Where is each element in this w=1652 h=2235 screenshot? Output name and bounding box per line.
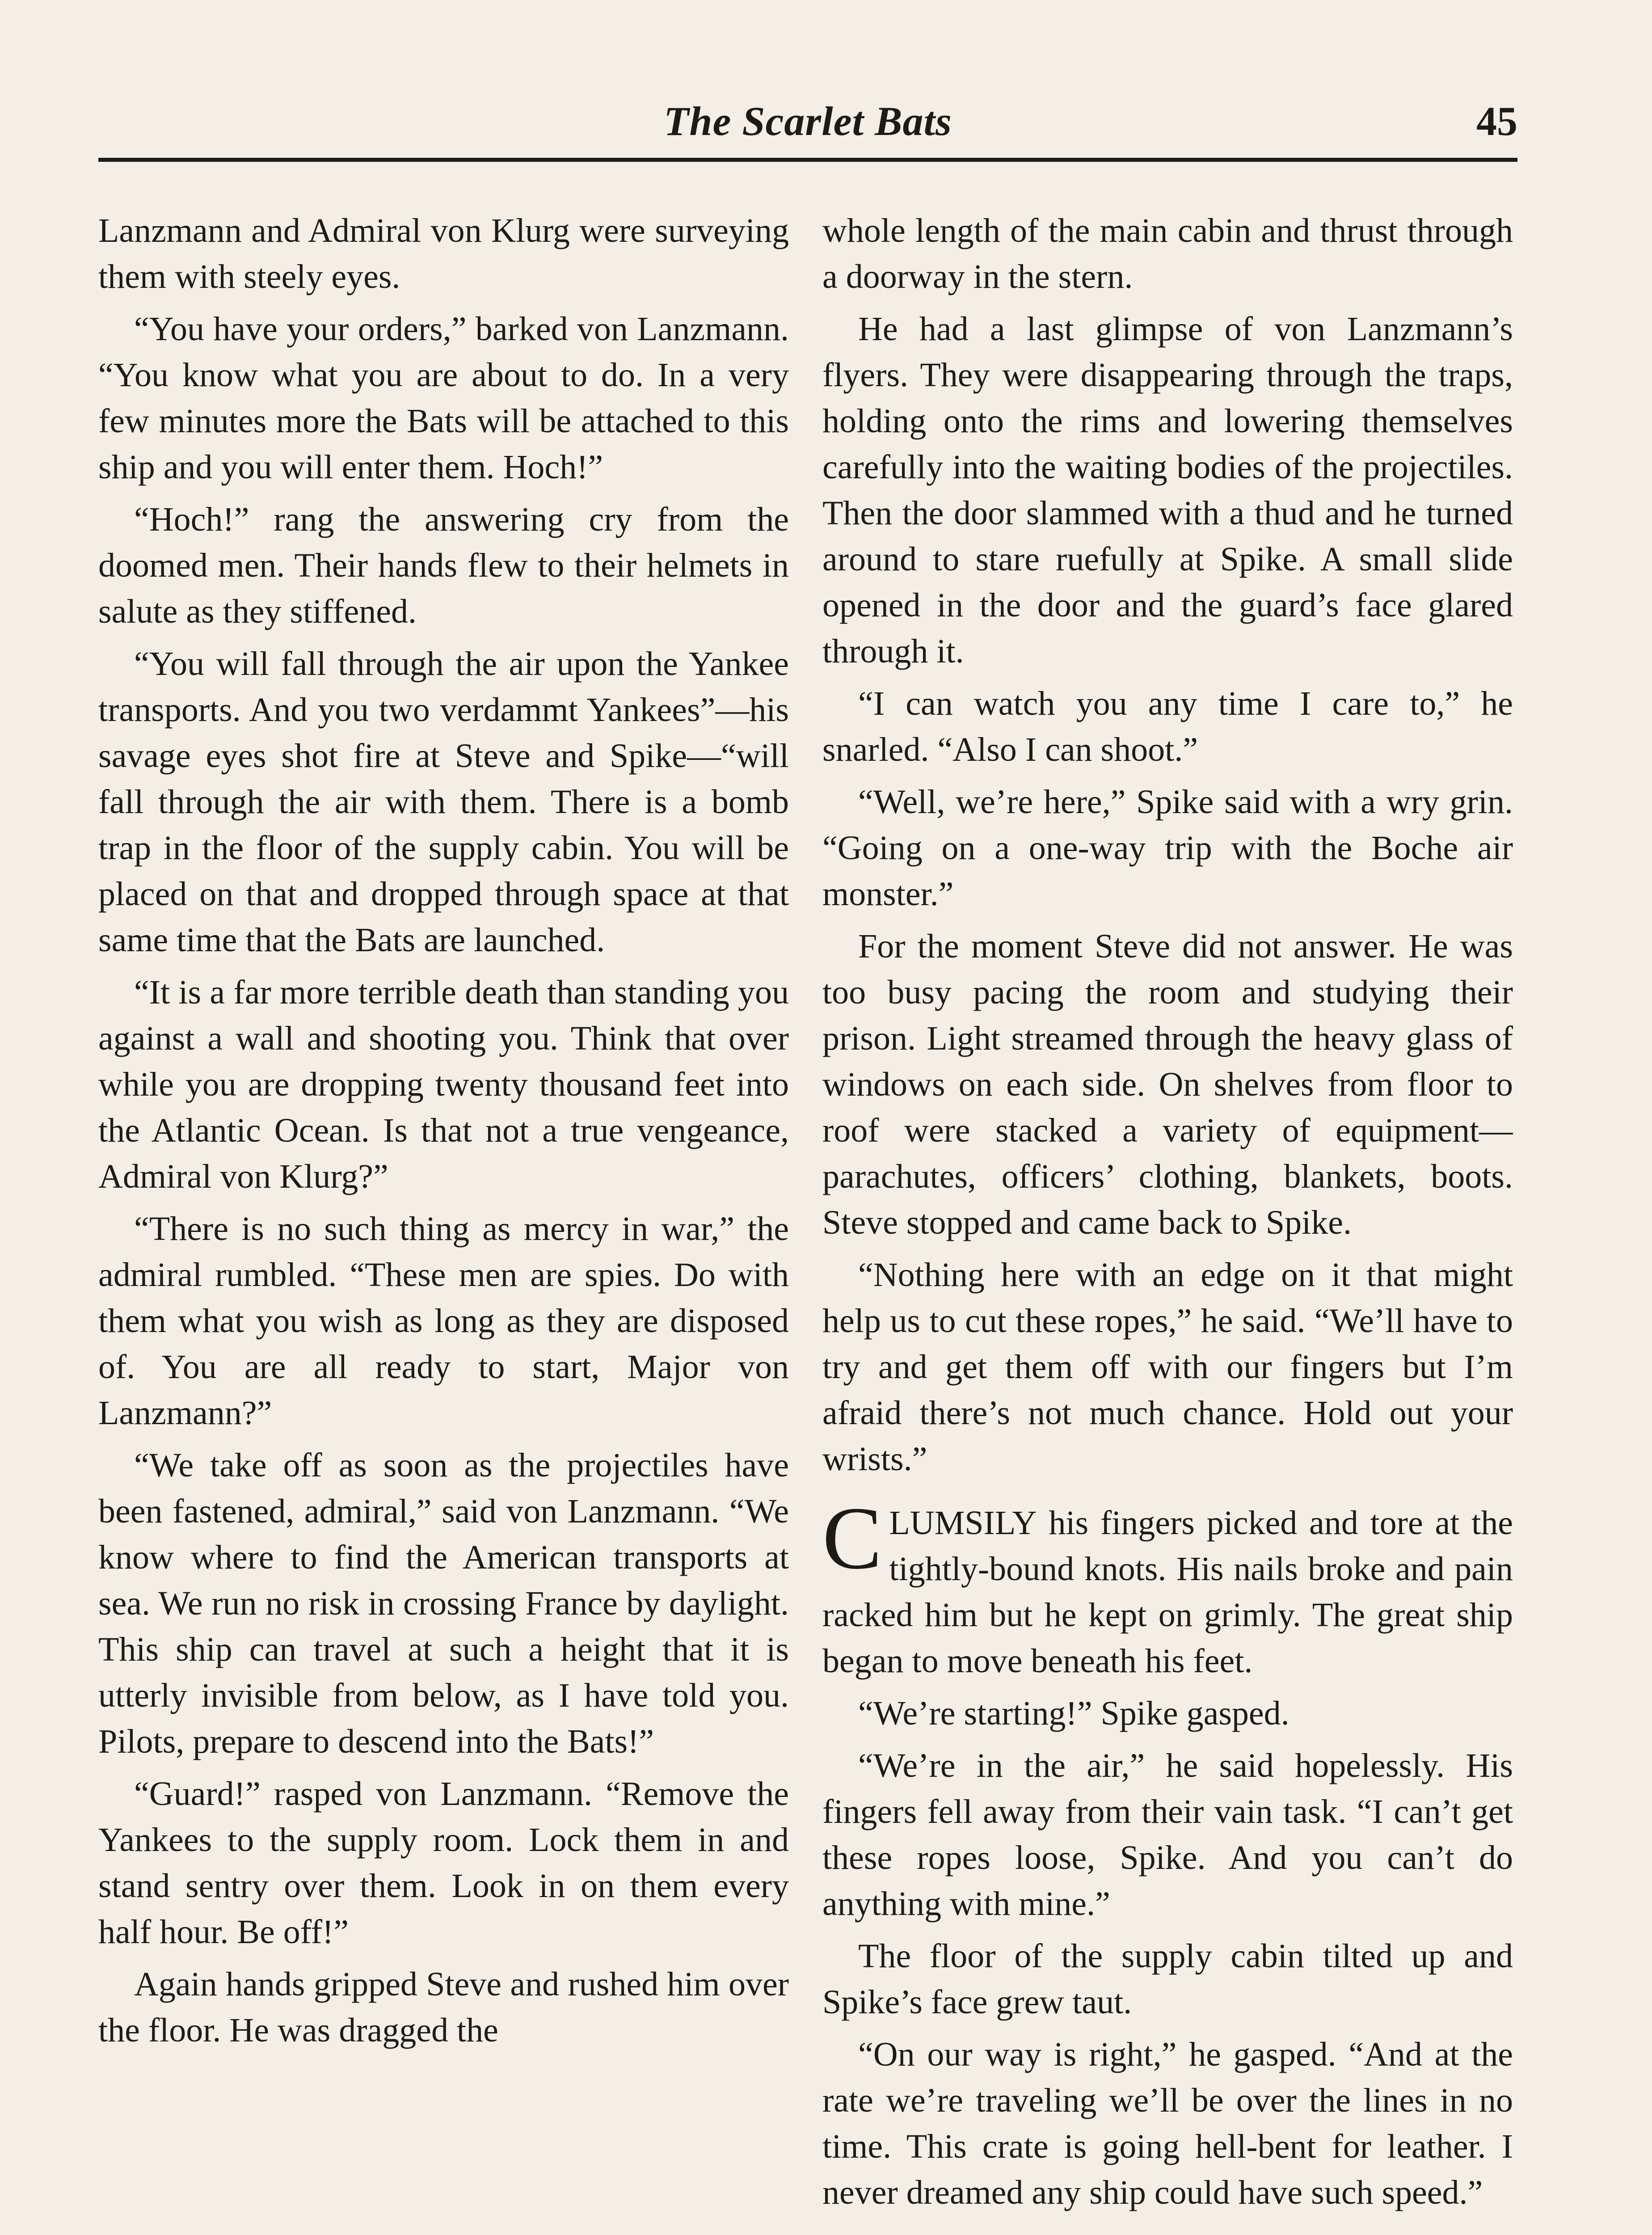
paragraph: “Hoch!” rang the answering cry from the doomed men. Their hands flew to their helmets in salute as they stiffened.: [98, 501, 789, 630]
paragraph: The floor of the supply cabin tilted up and Spike’s face grew taut.: [822, 1937, 1513, 2021]
paragraph: “Well, we’re here,” Spike said with a wry grin. “Going on a one-way trip with the Boche air monster.”: [822, 783, 1513, 913]
running-title: The Scarlet Bats: [664, 98, 952, 144]
paragraph: “Guard!” rasped von Lanzmann. “Remove the Yankees to the supply room. Lock them in and stand sentry over them. Look in on them every half hour. Be off!”: [98, 1775, 789, 1951]
paragraph: “We take off as soon as the projectiles have been fastened, admiral,” said von Lanzmann. “We know where to find the American transports at sea. We run no risk in crossing France by daylight. This ship can travel at such a height that it is utterly invisible from below, as I have told you. Pilots, prepare to descend into the Bats!”: [98, 1446, 789, 1760]
paragraph: “There is no such thing as mercy in war,” the admiral rumbled. “These men are spies. Do with them what you wish as long as they are disposed of. You are all ready to start, Major von Lanzmann?”: [98, 1210, 789, 1432]
page-number: 45: [1476, 98, 1517, 144]
paragraph: He had a last glimpse of von Lanzmann’s flyers. They were disappearing through the traps, holding onto the rims and lowering themselves carefully into the waiting bodies of the projectiles. Then the door slammed with a thud and he turned around to stare ruefully at Spike. A small slide opened in the door and the guard’s face glared through it.: [822, 310, 1513, 670]
paragraph: “We’re starting!” Spike gasped.: [858, 1695, 1290, 1732]
paragraph: whole length of the main cabin and thrust through a doorway in the stern.: [822, 212, 1513, 295]
drop-cap-letter: C: [822, 1489, 882, 1588]
page-header: [98, 97, 1517, 162]
left-column: [98, 208, 789, 2235]
paragraph: “Nothing here with an edge on it that might help us to cut these ropes,” he said. “We’ll have to try and get them off with our fingers but I’m afraid there’s not much chance. Hold out your wrists.”: [822, 1256, 1513, 1478]
paragraph: “It is a far more terrible death than standing you against a wall and shooting you. Think that over while you are dropping twenty thousand feet into the Atlantic Ocean. Is that not a true vengeance, Admiral von Klurg?”: [98, 974, 789, 1195]
paragraph: Again hands gripped Steve and rushed him over the floor. He was dragged the: [98, 1965, 789, 2049]
paragraph: “You have your orders,” barked von Lanzmann. “You know what you are about to do. In a very few minutes more the Bats will be attached to this ship and you will enter them. Hoch!”: [98, 310, 789, 486]
paragraph: Lanzmann and Admiral von Klurg were surveying them with steely eyes.: [98, 212, 789, 295]
drop-cap-word-rest: LUMSILY: [889, 1504, 1037, 1542]
paragraph: “We’re in the air,” he said hopelessly. His fingers fell away from their vain task. “I can’t get these ropes loose, Spike. And you can’t do anything with mine.”: [822, 1747, 1513, 1923]
paragraph: For the moment Steve did not answer. He was too busy pacing the room and studying their prison. Light streamed through the heavy glass of windows on each side. On shelves from floor to roof were stacked a variety of equipment—parachutes, officers’ clothing, blankets, boots. Steve stopped and came back to Spike.: [822, 928, 1513, 1241]
paragraph: “I can watch you any time I care to,” he snarled. “Also I can shoot.”: [822, 685, 1513, 768]
paragraph: “You will fall through the air upon the Yankee transports. And you two verdammt Yankees”—his savage eyes shot fire at Steve and Spike—“will fall through the air with them. There is a bomb trap in the floor of the supply cabin. You will be placed on that and dropped through space at that same time that the Bats are launched.: [98, 645, 789, 959]
paragraph-drop-cap: CLUMSILY his fingers picked and tore at the tightly-bound knots. His nails broke and pain racked him but he kept on grimly. The great ship began to move beneath his feet.: [822, 1489, 1513, 1680]
paragraph: “On our way is right,” he gasped. “And at the rate we’re traveling we’ll be over the lines in no time. This crate is going hell-bent for leather. I never dreamed any ship could have such speed.”: [822, 2036, 1513, 2211]
right-column: [822, 208, 1513, 2235]
